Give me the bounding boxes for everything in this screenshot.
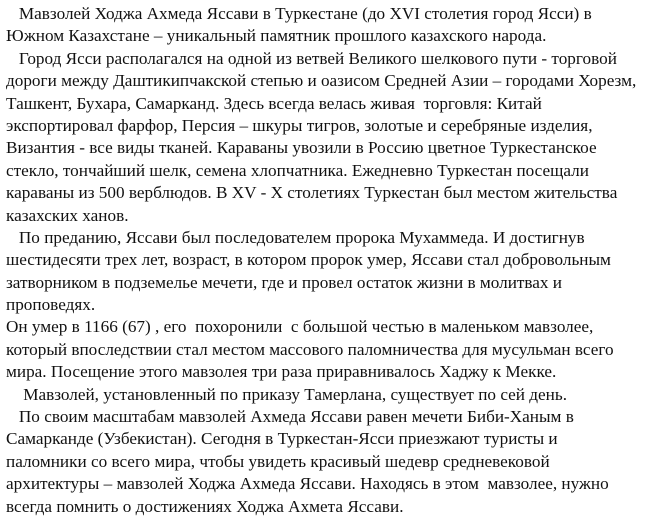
text-line: затворником в подземелье мечети, где и провел остаток жизни в молитвах и <box>6 272 563 292</box>
text-line: экспортировал фарфор, Персия – шкуры тигров, золотые и серебряные изделия, <box>6 115 593 135</box>
text-line: дороги между Даштикипчакской степью и оазисом Средней Азии – городами Хорезм, <box>6 71 637 91</box>
document-body <box>6 3 666 518</box>
text-line: казахских ханов. <box>6 205 129 225</box>
text-line: шестидесяти трех лет, возраст, в котором пророк умер, Яссави стал добровольным <box>6 250 611 270</box>
text-line: Самарканде (Узбекистан). Сегодня в Туркестан-Ясси приезжают туристы и <box>6 429 558 449</box>
text-line: Город Ясси располагался на одной из ветвей Великого шелкового пути - торговой <box>6 48 617 68</box>
text-line: проповедях. <box>6 295 96 315</box>
text-line: По своим масштабам мавзолей Ахмеда Яссави равен мечети Биби-Ханым в <box>6 407 574 427</box>
text-line: Он умер в 1166 (67) , его похоронили с большой честью в маленьком мавзолее, <box>6 317 594 337</box>
text-line: Мавзолей, установленный по приказу Тамерлана, существует по сей день. <box>6 384 567 404</box>
text-line: По преданию, Яссави был последователем пророка Мухаммеда. И достигнув <box>6 227 585 247</box>
text-line: Южном Казахстане – уникальный памятник прошлого казахского народа. <box>6 26 547 46</box>
text-line: стекло, тончайший шелк, семена хлопчатника. Ежедневно Туркестан посещали <box>6 160 589 180</box>
text-line: всегда помнить о достижениях Ходжа Ахмета Яссави. <box>6 496 404 516</box>
text-line: мира. Посещение этого мавзолея три раза приравнивалось Хаджу к Мекке. <box>6 362 557 382</box>
text-line: Византия - все виды тканей. Караваны увозили в Россию цветное Туркестанское <box>6 138 597 158</box>
text-line: паломники со всего мира, чтобы увидеть красивый шедевр средневековой <box>6 451 550 471</box>
text-line: архитектуры – мавзолей Ходжа Ахмеда Яссави. Находясь в этом мавзолее, нужно <box>6 474 609 494</box>
text-line: Мавзолей Ходжа Ахмеда Яссави в Туркестане (до XVI столетия город Ясси) в <box>6 4 592 23</box>
text-line: который впоследствии стал местом массового паломничества для мусульман всего <box>6 339 614 359</box>
text-line: караваны из 500 верблюдов. В XV - Х столетиях Туркестан был местом жительства <box>6 183 618 203</box>
text-line: Ташкент, Бухара, Самарканд. Здесь всегда велась живая торговля: Китай <box>6 93 542 113</box>
